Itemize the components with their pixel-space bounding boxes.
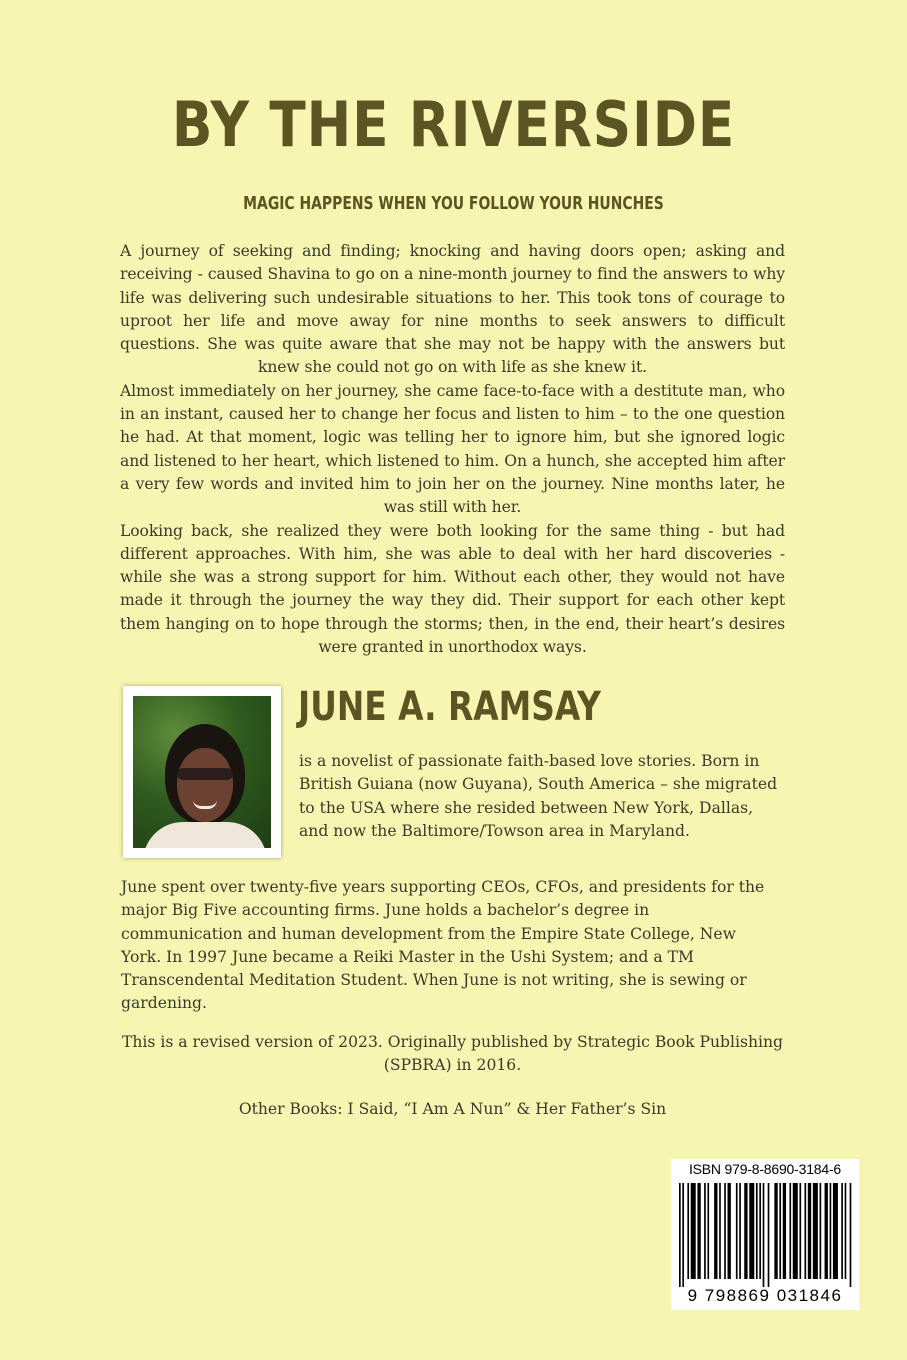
author-bio: June spent over twenty-five years supporting CEOs, CFOs, and presidents for the major Big Five accounting firms. June holds a bachelor’s degree in communication and human development from the Empire State College, New York. In 1997 June became a Reiki Master in the Ushi System; and a TM Transcendental Meditation Student. When June is not writing, she is sewing or gardening. bbox=[121, 878, 765, 1013]
barcode-bars bbox=[679, 1183, 853, 1287]
author-photo bbox=[133, 696, 271, 848]
barcode-number: 9 798869 031846 bbox=[687, 1286, 843, 1305]
revised-edition-note: This is a revised version of 2023. Originally published by Strategic Book Publishing (SPBRA) in 2016. bbox=[121, 1033, 784, 1075]
book-tagline: MAGIC HAPPENS WHEN YOU FOLLOW YOUR HUNCHES bbox=[243, 193, 664, 214]
author-name: JUNE A. RAMSAY bbox=[298, 684, 601, 730]
synopsis bbox=[120, 240, 785, 659]
author-photo-frame bbox=[123, 686, 281, 858]
barcode-box bbox=[671, 1159, 859, 1310]
synopsis-paragraph: Looking back, she realized they were both looking for the same thing - but had different approaches. With him, she was able to deal with her hard discoveries - while she was a strong support for him. Without each other, they would not have made it through the journey the way they did. Their support for each other kept them hanging on to hope through the storms; then, in the end, their heart’s desires were granted in unorthodox ways. bbox=[120, 521, 785, 657]
book-title: BY THE RIVERSIDE bbox=[171, 88, 736, 161]
synopsis-paragraph: A journey of seeking and finding; knocking and having doors open; asking and receiving - caused Shavina to go on a nine-month journey to find the answers to why life was delivering such undesirable situations to her. This took tons of courage to uproot her life and move away for nine months to seek answers to difficult questions. She was quite aware that she may not be happy with the answers but knew she could not go on with life as she knew it. bbox=[120, 242, 785, 377]
isbn-label: ISBN 979-8-8690-3184-6 bbox=[688, 1161, 842, 1177]
synopsis-paragraph: Almost immediately on her journey, she came face-to-face with a destitute man, who in an instant, caused her to change her focus and listen to him – to the one question he had. At that moment, logic was telling her to ignore him, but she ignored logic and listened to her heart, which listened to him. On a hunch, she accepted him after a very few words and invited him to join her on the journey. Nine months later, he was still with her. bbox=[120, 381, 785, 517]
other-books: Other Books: I Said, “I Am A Nun” & Her Father’s Sin bbox=[238, 1100, 667, 1118]
author-intro: is a novelist of passionate faith-based love stories. Born in British Guiana (now Guyana), South America – she migrated to the USA where she resided between New York, Dallas, and now the Baltimore/Towson area in Maryland. bbox=[299, 752, 778, 840]
